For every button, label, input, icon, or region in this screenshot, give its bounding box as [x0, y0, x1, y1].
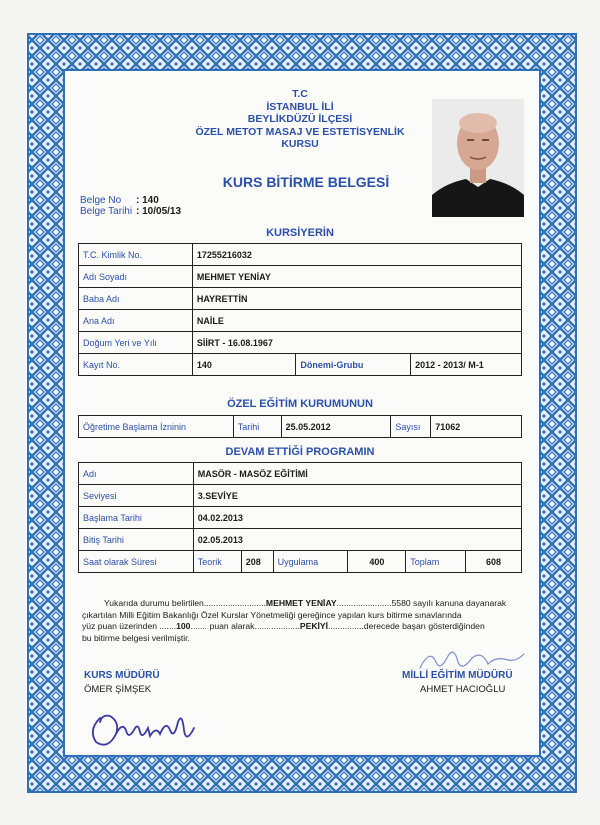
paragraph-text-2: .......................5580 sayılı kanuna dayanarak: [336, 598, 507, 608]
paragraph-line-3: [82, 621, 522, 633]
kurum-table: [78, 415, 522, 438]
paragraph-derece: PEKİYİ: [299, 621, 329, 631]
donem-label: Dönemi-Grubu: [296, 354, 411, 376]
program-adi-label: Adı: [79, 463, 194, 485]
ana-value: NAİLE: [192, 310, 521, 332]
izin-label: Öğretime Başlama İzninin: [79, 416, 234, 438]
section-kurum-title: ÖZEL EĞİTİM KURUMUNUN: [227, 398, 373, 410]
left-handwritten-signature: [86, 700, 206, 756]
table-row: [79, 332, 522, 354]
ana-label: Ana Adı: [79, 310, 193, 332]
kurum-sayi-value: 71062: [431, 416, 522, 438]
paragraph-text-5: ...............derecede başarı gösterdiğinden: [328, 621, 485, 631]
dogum-value: SİİRT - 16.08.1967: [192, 332, 521, 354]
belge-date-label: Belge Tarihi: [80, 206, 133, 217]
teorik-label: Teorik: [193, 551, 241, 573]
header-line-province: İSTANBUL İLİ: [266, 100, 334, 113]
table-row: [79, 310, 522, 332]
toplam-label: Toplam: [406, 551, 466, 573]
table-row: [79, 288, 522, 310]
paragraph-text-1: Yukarıda durumu belirtilen..........................: [104, 598, 266, 608]
certificate-paragraph: [82, 598, 522, 644]
kayit-value: 140: [192, 354, 296, 376]
belge-date-value: : 10/05/13: [136, 206, 182, 217]
table-row: [79, 507, 522, 529]
table-row: [79, 266, 522, 288]
kurum-tarih-value: 25.05.2012: [281, 416, 391, 438]
table-row: [79, 463, 522, 485]
seviye-value: 3.SEVİYE: [193, 485, 521, 507]
kurum-tarih-label: Tarihi: [233, 416, 281, 438]
header-line-tc: T.C: [292, 88, 308, 100]
donem-value: 2012 - 2013/ M-1: [411, 354, 522, 376]
dogum-label: Doğum Yeri ve Yılı: [79, 332, 193, 354]
left-signature-name: ÖMER ŞİMŞEK: [84, 684, 152, 695]
belge-date: [80, 206, 182, 217]
header-block: [180, 88, 420, 151]
saat-label: Saat olarak Süresi: [79, 551, 194, 573]
paragraph-line-1: [82, 598, 522, 610]
left-signature-title: KURS MÜDÜRÜ: [84, 670, 160, 681]
paragraph-puan: 100: [176, 621, 191, 631]
tc-label: T.C. Kimlik No.: [79, 244, 193, 266]
table-row: [79, 529, 522, 551]
paragraph-text-3: yüz puan üzerinden .......: [82, 621, 177, 631]
belge-no-value: : 140: [136, 195, 159, 206]
right-signature-name: AHMET HACIOĞLU: [420, 684, 506, 695]
paragraph-student-name: MEHMET YENİAY: [265, 598, 337, 608]
table-row: [79, 416, 522, 438]
section-kursiyer-title: KURSİYERİN: [266, 227, 334, 239]
uygulama-value: 400: [348, 551, 406, 573]
bitis-label: Bitiş Tarihi: [79, 529, 194, 551]
paragraph-line-4: bu bitirme belgesi verilmiştir.: [82, 632, 190, 643]
certificate-title: KURS BİTİRME BELGESİ: [222, 174, 390, 190]
teorik-value: 208: [241, 551, 273, 573]
baba-label: Baba Adı: [79, 288, 193, 310]
table-row: [79, 244, 522, 266]
kursiyer-table: [78, 243, 522, 376]
baslama-value: 04.02.2013: [193, 507, 521, 529]
belge-no: [80, 195, 159, 206]
kayit-label: Kayıt No.: [79, 354, 193, 376]
header-line-school: ÖZEL METOT MASAJ VE ESTETİSYENLİK KURSU: [195, 125, 405, 150]
paragraph-text-4: ....... puan alarak...................: [190, 621, 300, 631]
paragraph-line-2: çıkartılan Milli Eğitim Bakanlığı Özel Kurslar Yönetmeliği gereğince yapılan kurs bitirme sınavlarında: [82, 609, 462, 620]
header-line-district: BEYLİKDÜZÜ İLÇESİ: [247, 113, 353, 125]
table-row: [79, 551, 522, 573]
table-row: [79, 485, 522, 507]
bitis-value: 02.05.2013: [193, 529, 521, 551]
belge-no-label: Belge No: [80, 195, 122, 206]
right-signature-title: MİLLİ EĞİTİM MÜDÜRÜ: [402, 670, 513, 681]
program-table: [78, 462, 522, 573]
section-program-title: DEVAM ETTİĞİ PROGRAMIN: [225, 446, 375, 458]
ad-value: MEHMET YENİAY: [192, 266, 521, 288]
baba-value: HAYRETTİN: [192, 288, 521, 310]
kurum-sayi-label: Sayısı: [391, 416, 431, 438]
right-handwritten-signature: [412, 642, 532, 680]
toplam-value: 608: [466, 551, 522, 573]
uygulama-label: Uygulama: [273, 551, 348, 573]
ad-label: Adı Soyadı: [79, 266, 193, 288]
tc-value: 17255216032: [192, 244, 521, 266]
student-photo: [432, 99, 524, 217]
program-adi-value: MASÖR - MASÖZ EĞİTİMİ: [193, 463, 521, 485]
seviye-label: Seviyesi: [79, 485, 194, 507]
table-row: [79, 354, 522, 376]
baslama-label: Başlama Tarihi: [79, 507, 194, 529]
